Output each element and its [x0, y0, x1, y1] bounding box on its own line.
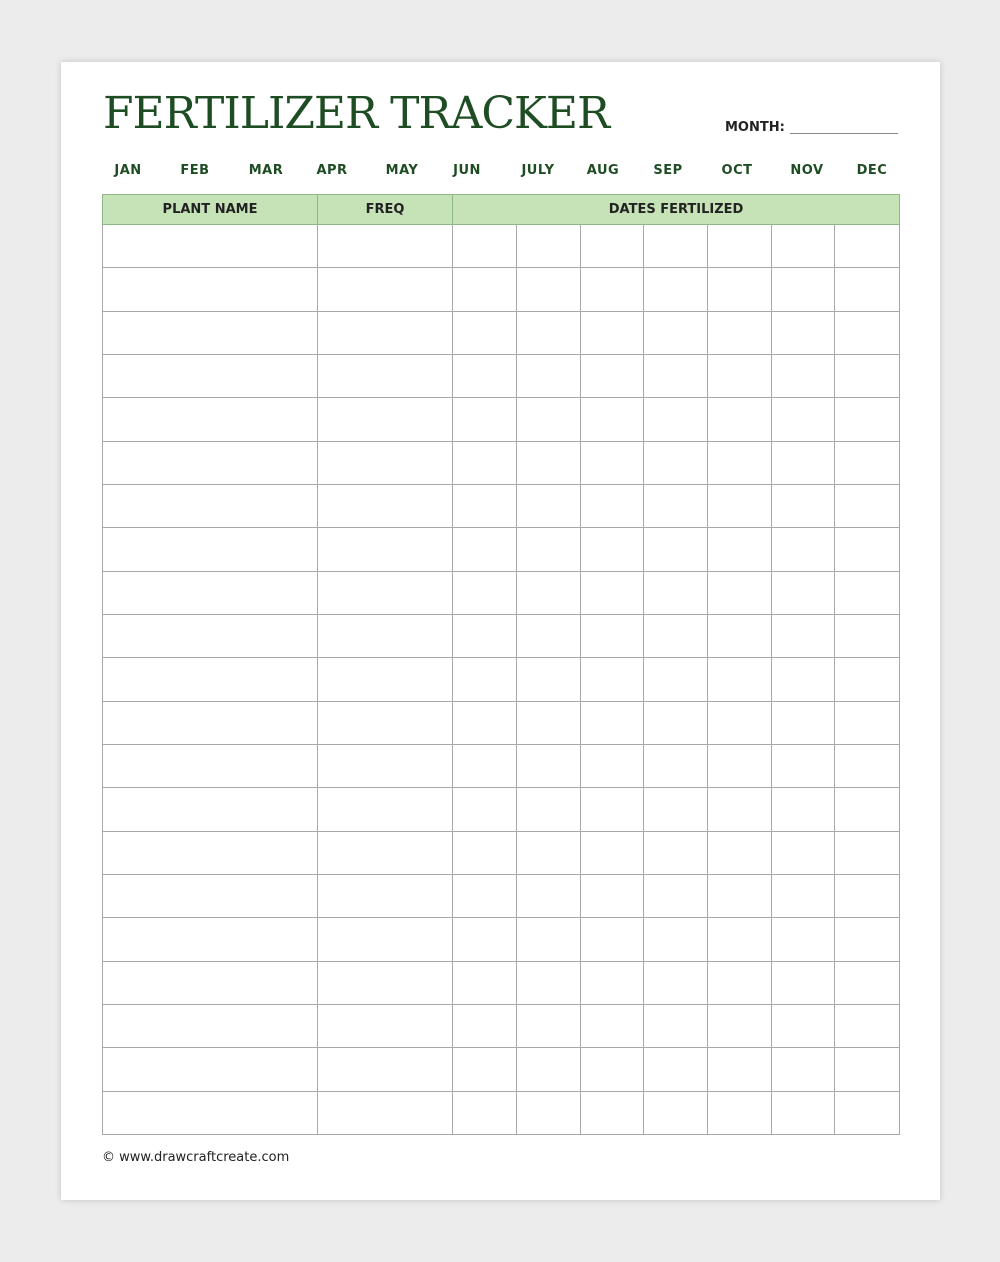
table-row	[103, 918, 900, 961]
month-write-line	[790, 133, 898, 134]
date-cell	[517, 441, 581, 484]
date-cell	[835, 701, 900, 744]
date-cell	[835, 484, 900, 527]
date-cell	[835, 831, 900, 874]
date-cell	[772, 441, 835, 484]
table-row	[103, 874, 900, 917]
date-cell	[708, 614, 772, 657]
freq-cell	[318, 398, 453, 441]
date-cell	[772, 874, 835, 917]
date-cell	[581, 484, 644, 527]
date-cell	[581, 788, 644, 831]
plant-name-cell	[103, 918, 318, 961]
date-cell	[453, 571, 517, 614]
date-cell	[644, 658, 708, 701]
date-cell	[517, 354, 581, 397]
date-cell	[581, 1091, 644, 1134]
date-cell	[644, 441, 708, 484]
date-cell	[581, 961, 644, 1004]
date-cell	[517, 614, 581, 657]
date-cell	[708, 571, 772, 614]
table-row	[103, 744, 900, 787]
month-list	[94, 160, 906, 182]
date-cell	[581, 831, 644, 874]
date-cell	[581, 441, 644, 484]
freq-cell	[318, 1091, 453, 1134]
date-cell	[708, 918, 772, 961]
date-cell	[644, 1004, 708, 1047]
date-cell	[644, 918, 708, 961]
date-cell	[517, 701, 581, 744]
date-cell	[772, 1048, 835, 1091]
date-cell	[708, 225, 772, 268]
date-cell	[644, 354, 708, 397]
date-cell	[517, 528, 581, 571]
date-cell	[835, 441, 900, 484]
table-row	[103, 311, 900, 354]
date-cell	[835, 961, 900, 1004]
date-cell	[644, 268, 708, 311]
freq-cell	[318, 1048, 453, 1091]
month-mar: MAR	[248, 163, 284, 178]
freq-cell	[318, 354, 453, 397]
month-oct: OCT	[721, 163, 753, 178]
date-cell	[453, 225, 517, 268]
table-row	[103, 398, 900, 441]
plant-name-cell	[103, 1004, 318, 1047]
date-cell	[708, 658, 772, 701]
month-may: MAY	[385, 163, 419, 178]
table-row	[103, 1048, 900, 1091]
date-cell	[581, 528, 644, 571]
date-cell	[644, 225, 708, 268]
date-cell	[581, 311, 644, 354]
date-cell	[453, 918, 517, 961]
date-cell	[835, 225, 900, 268]
date-cell	[517, 225, 581, 268]
date-cell	[772, 398, 835, 441]
date-cell	[772, 528, 835, 571]
plant-name-cell	[103, 658, 318, 701]
table-row	[103, 831, 900, 874]
date-cell	[644, 831, 708, 874]
table-row	[103, 614, 900, 657]
month-jan: JAN	[114, 163, 142, 178]
table-row	[103, 354, 900, 397]
date-cell	[581, 614, 644, 657]
date-cell	[517, 1048, 581, 1091]
date-cell	[581, 744, 644, 787]
date-cell	[708, 1004, 772, 1047]
date-cell	[835, 571, 900, 614]
month-aug: AUG	[586, 163, 620, 178]
month-label: MONTH:	[725, 120, 785, 135]
date-cell	[453, 744, 517, 787]
fertilizer-table	[102, 194, 900, 1135]
table-row	[103, 701, 900, 744]
date-cell	[835, 788, 900, 831]
month-jun: JUN	[453, 163, 481, 178]
date-cell	[835, 874, 900, 917]
date-cell	[708, 788, 772, 831]
table-row	[103, 1004, 900, 1047]
date-cell	[517, 831, 581, 874]
table-header-row	[103, 195, 900, 225]
date-cell	[835, 354, 900, 397]
date-cell	[708, 398, 772, 441]
month-nov: NOV	[790, 163, 824, 178]
date-cell	[581, 398, 644, 441]
copyright-footer: © www.drawcraftcreate.com	[102, 1150, 290, 1165]
date-cell	[517, 788, 581, 831]
date-cell	[835, 311, 900, 354]
table-row	[103, 441, 900, 484]
date-cell	[581, 225, 644, 268]
month-feb: FEB	[180, 163, 210, 178]
date-cell	[644, 744, 708, 787]
date-cell	[453, 441, 517, 484]
date-cell	[581, 874, 644, 917]
date-cell	[644, 1048, 708, 1091]
date-cell	[517, 311, 581, 354]
date-cell	[708, 831, 772, 874]
date-cell	[772, 225, 835, 268]
date-cell	[453, 1091, 517, 1134]
date-cell	[835, 528, 900, 571]
date-cell	[517, 268, 581, 311]
date-cell	[453, 1004, 517, 1047]
date-cell	[835, 918, 900, 961]
table-row	[103, 528, 900, 571]
date-cell	[835, 744, 900, 787]
date-cell	[453, 658, 517, 701]
date-cell	[708, 311, 772, 354]
month-dec: DEC	[856, 163, 888, 178]
date-cell	[644, 484, 708, 527]
header-freq: FREQ	[318, 195, 453, 225]
date-cell	[708, 744, 772, 787]
date-cell	[772, 571, 835, 614]
date-cell	[708, 354, 772, 397]
table-row	[103, 1091, 900, 1134]
date-cell	[644, 874, 708, 917]
date-cell	[835, 1091, 900, 1134]
date-cell	[772, 1004, 835, 1047]
date-cell	[453, 614, 517, 657]
plant-name-cell	[103, 441, 318, 484]
date-cell	[453, 874, 517, 917]
plant-name-cell	[103, 484, 318, 527]
page-title: FERTILIZER TRACKER	[103, 88, 610, 139]
date-cell	[644, 311, 708, 354]
date-cell	[644, 528, 708, 571]
table-row	[103, 571, 900, 614]
date-cell	[517, 961, 581, 1004]
date-cell	[644, 398, 708, 441]
date-cell	[708, 874, 772, 917]
tracker-sheet	[61, 62, 940, 1200]
date-cell	[772, 658, 835, 701]
freq-cell	[318, 614, 453, 657]
table-row	[103, 268, 900, 311]
table-row	[103, 225, 900, 268]
date-cell	[453, 311, 517, 354]
date-cell	[644, 571, 708, 614]
plant-name-cell	[103, 874, 318, 917]
date-cell	[772, 354, 835, 397]
plant-name-cell	[103, 701, 318, 744]
table-body	[103, 225, 900, 1135]
date-cell	[517, 744, 581, 787]
freq-cell	[318, 918, 453, 961]
plant-name-cell	[103, 1048, 318, 1091]
month-field	[725, 117, 898, 137]
freq-cell	[318, 311, 453, 354]
date-cell	[772, 961, 835, 1004]
date-cell	[772, 614, 835, 657]
plant-name-cell	[103, 571, 318, 614]
date-cell	[453, 788, 517, 831]
date-cell	[772, 484, 835, 527]
freq-cell	[318, 268, 453, 311]
date-cell	[772, 701, 835, 744]
header-dates-fertilized: DATES FERTILIZED	[453, 195, 900, 225]
freq-cell	[318, 528, 453, 571]
plant-name-cell	[103, 831, 318, 874]
plant-name-cell	[103, 961, 318, 1004]
date-cell	[517, 1004, 581, 1047]
date-cell	[453, 528, 517, 571]
date-cell	[453, 398, 517, 441]
table-row	[103, 484, 900, 527]
date-cell	[772, 744, 835, 787]
freq-cell	[318, 225, 453, 268]
plant-name-cell	[103, 1091, 318, 1134]
date-cell	[644, 614, 708, 657]
date-cell	[772, 311, 835, 354]
date-cell	[453, 961, 517, 1004]
date-cell	[772, 831, 835, 874]
date-cell	[708, 1091, 772, 1134]
freq-cell	[318, 874, 453, 917]
date-cell	[517, 1091, 581, 1134]
date-cell	[517, 874, 581, 917]
date-cell	[835, 398, 900, 441]
freq-cell	[318, 484, 453, 527]
table-row	[103, 788, 900, 831]
plant-name-cell	[103, 788, 318, 831]
date-cell	[772, 268, 835, 311]
date-cell	[517, 484, 581, 527]
plant-name-cell	[103, 354, 318, 397]
freq-cell	[318, 1004, 453, 1047]
freq-cell	[318, 701, 453, 744]
date-cell	[772, 918, 835, 961]
plant-name-cell	[103, 744, 318, 787]
date-cell	[708, 961, 772, 1004]
date-cell	[835, 614, 900, 657]
plant-name-cell	[103, 398, 318, 441]
month-jul: JULY	[521, 163, 555, 178]
date-cell	[644, 961, 708, 1004]
plant-name-cell	[103, 528, 318, 571]
date-cell	[644, 701, 708, 744]
date-cell	[581, 1048, 644, 1091]
plant-name-cell	[103, 225, 318, 268]
plant-name-cell	[103, 268, 318, 311]
date-cell	[644, 788, 708, 831]
date-cell	[581, 354, 644, 397]
date-cell	[835, 1048, 900, 1091]
month-sep: SEP	[653, 163, 683, 178]
freq-cell	[318, 658, 453, 701]
header-plant-name: PLANT NAME	[103, 195, 318, 225]
date-cell	[517, 658, 581, 701]
date-cell	[772, 1091, 835, 1134]
month-apr: APR	[316, 163, 348, 178]
plant-name-cell	[103, 311, 318, 354]
date-cell	[708, 1048, 772, 1091]
freq-cell	[318, 831, 453, 874]
freq-cell	[318, 571, 453, 614]
date-cell	[453, 484, 517, 527]
date-cell	[581, 658, 644, 701]
date-cell	[581, 918, 644, 961]
date-cell	[453, 268, 517, 311]
date-cell	[835, 1004, 900, 1047]
date-cell	[708, 528, 772, 571]
date-cell	[453, 831, 517, 874]
date-cell	[772, 788, 835, 831]
date-cell	[453, 354, 517, 397]
date-cell	[835, 658, 900, 701]
table-row	[103, 961, 900, 1004]
date-cell	[517, 918, 581, 961]
freq-cell	[318, 788, 453, 831]
date-cell	[453, 701, 517, 744]
table-row	[103, 658, 900, 701]
date-cell	[581, 701, 644, 744]
plant-name-cell	[103, 614, 318, 657]
date-cell	[517, 398, 581, 441]
date-cell	[644, 1091, 708, 1134]
date-cell	[708, 484, 772, 527]
freq-cell	[318, 961, 453, 1004]
freq-cell	[318, 744, 453, 787]
date-cell	[708, 441, 772, 484]
date-cell	[835, 268, 900, 311]
date-cell	[581, 1004, 644, 1047]
date-cell	[517, 571, 581, 614]
date-cell	[708, 268, 772, 311]
date-cell	[708, 701, 772, 744]
freq-cell	[318, 441, 453, 484]
date-cell	[453, 1048, 517, 1091]
date-cell	[581, 571, 644, 614]
date-cell	[581, 268, 644, 311]
